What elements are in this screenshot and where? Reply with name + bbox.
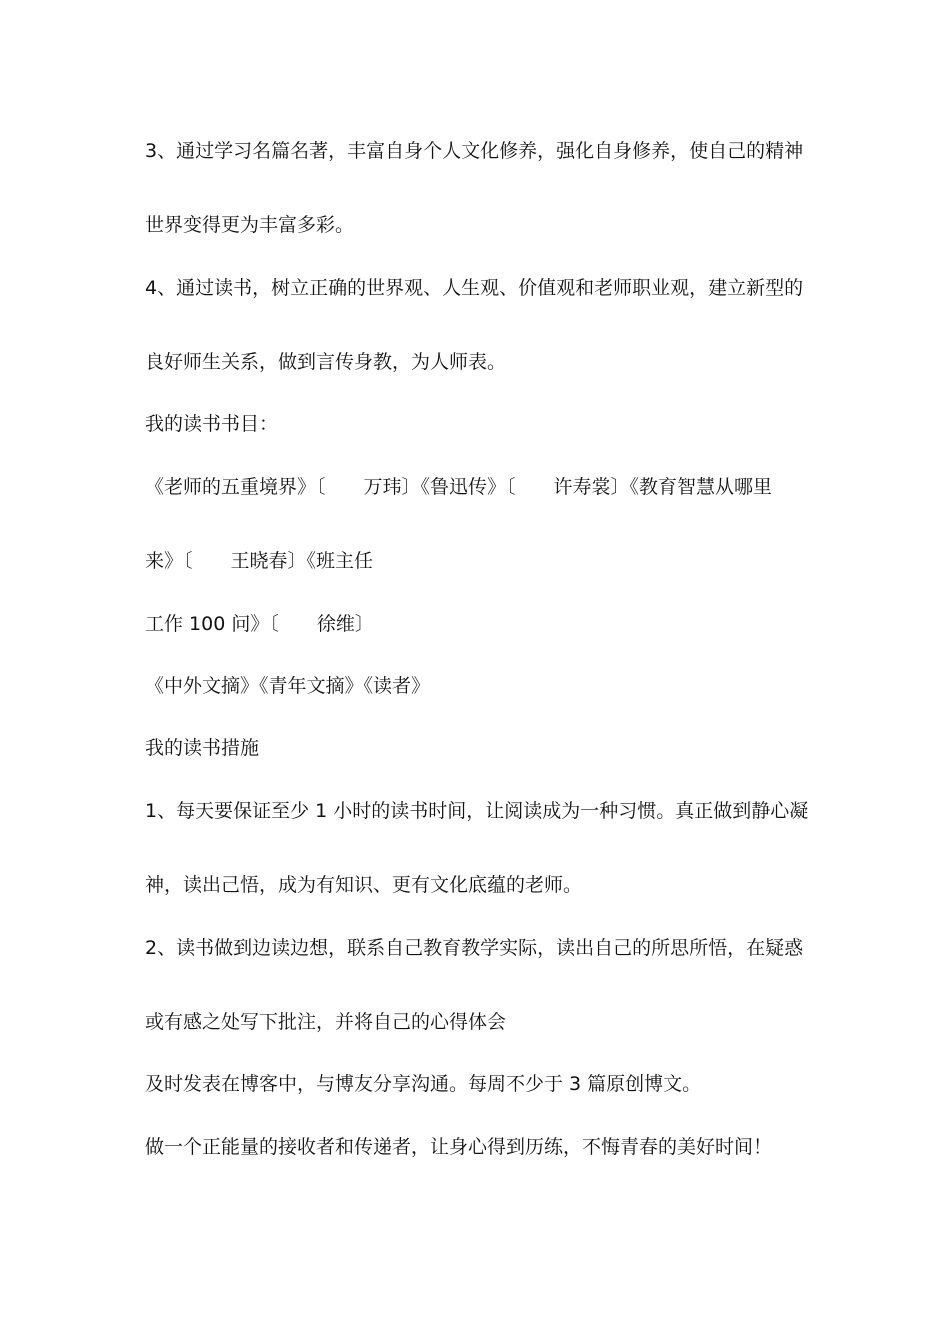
text-line: 我的读书措施 — [145, 737, 260, 759]
text-line: 3、通过学习名篇名著，丰富自身个人文化修养，强化自身修养，使自己的精神 — [145, 140, 804, 162]
text-line: 良好师生关系，做到言传身教，为人师表。 — [145, 351, 507, 373]
text-line: 来》〔 王晓春〕《班主任 — [145, 550, 374, 572]
text-line: 工作 100 问》〔 徐维〕 — [145, 613, 374, 635]
text-line: 1、每天要保证至少 1 小时的读书时间，让阅读成为一种习惯。真正做到静心凝 — [145, 800, 809, 822]
text-line: 神，读出己悟，成为有知识、更有文化底蕴的老师。 — [145, 874, 583, 896]
text-line: 世界变得更为丰富多彩。 — [145, 214, 355, 236]
text-line: 《中外文摘》《青年文摘》《读者》 — [145, 675, 431, 697]
text-line: 我的读书书目： — [145, 413, 279, 435]
text-line: 做一个正能量的接收者和传递者，让身心得到历练，不悔青春的美好时间！ — [145, 1136, 773, 1158]
text-line: 《老师的五重境界》〔 万玮〕《鲁迅传》〔 许寿裳〕《教育智慧从哪里 — [145, 476, 773, 498]
text-line: 及时发表在博客中，与博友分享沟通。每周不少于 3 篇原创博文。 — [145, 1073, 702, 1095]
text-line: 2、读书做到边读边想，联系自己教育教学实际，读出自己的所思所悟，在疑惑 — [145, 937, 804, 959]
text-line: 4、通过读书，树立正确的世界观、人生观、价值观和老师职业观，建立新型的 — [145, 277, 804, 299]
text-line: 或有感之处写下批注，并将自己的心得体会 — [145, 1011, 507, 1033]
